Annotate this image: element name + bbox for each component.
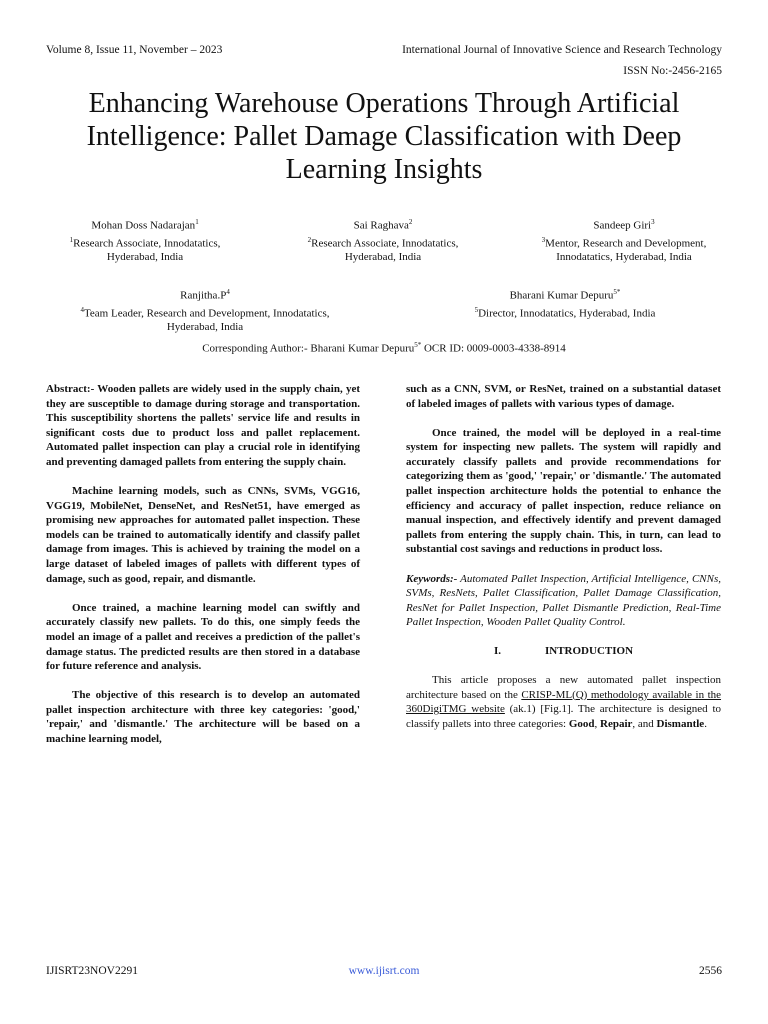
intro-paragraph: This article proposes a new automated pallet inspection architecture based on the CRISP-ML(Q) methodology available in the 360DigiTMG website (ak.1) [Fig.1]. The architecture is designed to classify pallets into three categories: Good, Repair, and Dismantle. [406, 674, 722, 730]
abstract: Abstract:- Wooden pallets are widely used in the supply chain, yet they are susceptible to damage during storage and transportation. This susceptibility shortens the pallets' service life and results in significant costs due to product loss and pallet replacement. Automated pallet inspection can play a crucial role in identifying and preventing damaged pallets from entering the supply chain. [46, 383, 360, 468]
page-number: 2556 [699, 965, 722, 977]
author-affiliation: $^3$Mentor, Research and Development, [541, 235, 707, 250]
right-column [406, 382, 721, 746]
author-location: Hyderabad, India [106, 251, 184, 264]
journal-url[interactable]: www.ijisrt.com [348, 965, 420, 977]
author-block-2 [278, 215, 488, 264]
paper-id: IJISRT23NOV2291 [46, 965, 138, 977]
keywords-list: Automated Pallet Inspection, Artificial Intelligence, CNNs, SVMs, ResNets, Pallet Classification, Pallet Damage Classification, ResNet for Pallet Inspection, Pallet Dismantle Prediction, Real-Time Pallet Inspection, Wooden Pallet Quality Control. [406, 572, 721, 629]
author-block-4 [40, 285, 370, 334]
body-paragraph: Machine learning models, such as CNNs, SVMs, VGG16, VGG19, MobileNet, DenseNet, and ResNet51, have emerged as promising new approaches for automated pallet inspection. These models can be trained to automatically identify and classify pallet damage from images. This is achieved by training the model on a large dataset of labeled images of pallets with different types of damage, such as good, repair, and dismantle. [46, 485, 360, 585]
body-paragraph: The objective of this research is to develop an automated pallet inspection architecture with three key categories: 'good,' 'repair,' and 'dismantle.' The architecture will be based on a machine learning model, [46, 689, 360, 745]
keywords [406, 572, 721, 630]
body-paragraph: Once trained, a machine learning model can swiftly and accurately classify new pallets. To do this, one simply feeds the model an image of a pallet and receives a prediction of the pallet's damage status. The predicted results are then stored in a database for future reference and analysis. [46, 601, 360, 673]
author-affiliation: $^5$Director, Innodatatics, Hyderabad, India [474, 305, 656, 320]
author-affiliation: $^4$Team Leader, Research and Development, Innodatatics, [80, 305, 330, 320]
author-block-3 [512, 215, 736, 264]
methodology-link[interactable]: CRISP-ML(Q) methodology available in the 360DigiTMG website [406, 688, 722, 716]
author-location: Hyderabad, India [166, 321, 244, 334]
author-name: Mohan Doss Nadarajan$^1$ [91, 218, 199, 232]
section-title: INTRODUCTION [545, 645, 634, 658]
corresponding-author: Corresponding Author:- Bharani Kumar Depuru$^{5*}$ OCR ID: 0009-0003-4338-8914 [202, 341, 566, 355]
author-name: Sai Raghava$^2$ [353, 218, 413, 232]
issn: ISSN No:-2456-2165 [623, 65, 722, 77]
paper-title: Enhancing Warehouse Operations Through Artificial Intelligence: Pallet Damage Classification with Deep Learning Insights [86, 88, 682, 185]
author-name: $Ranjitha.P^4$ [180, 288, 230, 302]
section-heading [406, 644, 721, 659]
body-paragraph: Once trained, the model will be deployed in a real-time system for inspecting new pallets. The system will rapidly and accurately classify pallets and provide recommendations for categorizing them as 'good,' 'repair,' or 'dismantle.' The automated pallet inspection architecture holds the potential to enhance the efficiency and accuracy of pallet inspection, reduce reliance on manual inspection, and effectively identify and prevent damaged pallets from entering the supply chain. This, in turn, can lead to substantial cost savings and reductions in product loss. [406, 426, 721, 556]
section-number: I. [493, 645, 501, 658]
author-name: Bharani Kumar Depuru$^{5*}$ [509, 288, 621, 302]
left-column [46, 382, 360, 761]
keywords-label: Keywords:- [406, 572, 458, 585]
author-block-1 [40, 215, 250, 264]
author-affiliation: $^1$Research Associate, Innodatatics, [69, 235, 221, 250]
volume-info: Volume 8, Issue 11, November – 2023 [46, 44, 223, 56]
journal-name: International Journal of Innovative Science and Research Technology [402, 44, 722, 56]
author-affiliation: $^2$Research Associate, Innodatatics, [307, 235, 459, 250]
author-name: Sandeep Giri$^3$ [593, 218, 655, 232]
body-paragraph: such as a CNN, SVM, or ResNet, trained on a substantial dataset of labeled images of pallets with various types of damage. [406, 383, 721, 410]
author-location: Innodatatics, Hyderabad, India [556, 251, 692, 264]
author-block-5 [420, 285, 710, 320]
author-location: Hyderabad, India [344, 251, 422, 264]
